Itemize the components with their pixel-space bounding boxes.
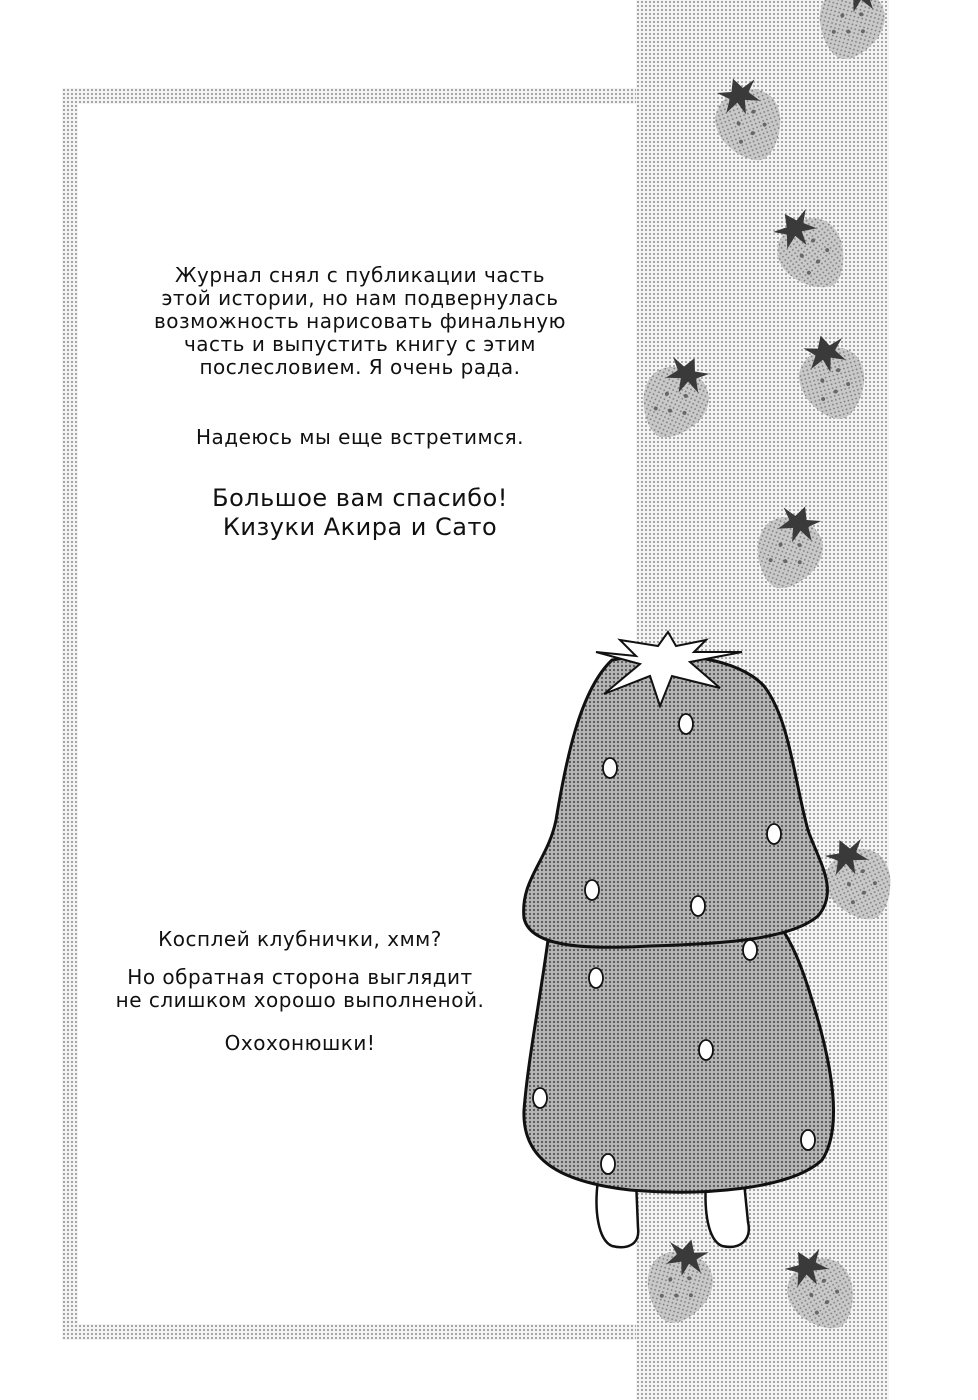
afterword-line: Журнал снял с публикации часть <box>175 263 545 287</box>
signature-line: Кизуки Акира и Сато <box>222 513 498 541</box>
afterword-line: возможность нарисовать финальную <box>154 309 566 333</box>
afterword-text <box>150 264 570 379</box>
caption-question: Косплей клубнички, хмм? <box>158 927 442 951</box>
afterword-line: часть и выпустить книгу с этим <box>183 332 537 356</box>
page-margin <box>889 0 978 1400</box>
hope-line: Надеюсь мы еще встретимся. <box>196 425 524 449</box>
caption-laugh: Охохонюшки! <box>224 1031 376 1055</box>
caption-back-line: не слишком хорошо выполненой. <box>115 988 485 1012</box>
thanks-text <box>150 484 570 542</box>
afterword-line: послесловием. Я очень рада. <box>199 355 521 379</box>
thanks-line: Большое вам спасибо! <box>212 484 508 512</box>
afterword-line: этой истории, но нам подвернулась <box>161 286 559 310</box>
strawberry-pattern-panel <box>636 0 889 1400</box>
caption-back <box>100 966 500 1012</box>
caption-back-line: Но обратная сторона выглядит <box>127 965 473 989</box>
